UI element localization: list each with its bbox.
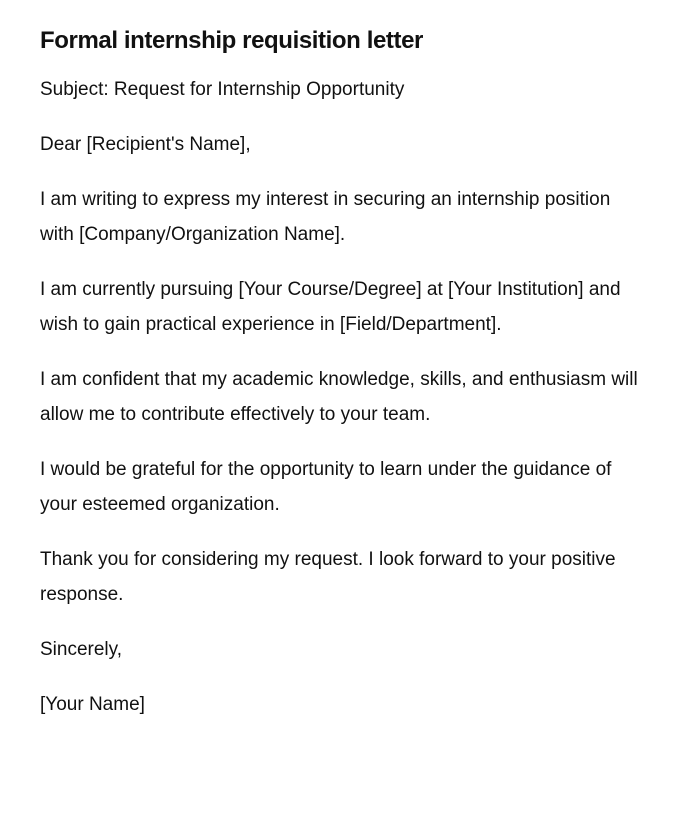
letter-paragraph-1: I am writing to express my interest in securing an internship position with [Company/Organization Name]. [40, 189, 611, 245]
letter-paragraph-4: I would be grateful for the opportunity to learn under the guidance of your esteemed organization. [40, 459, 612, 515]
letter-subject: Subject: Request for Internship Opportunity [40, 79, 405, 100]
letter-paragraph-2: I am currently pursuing [Your Course/Degree] at [Your Institution] and wish to gain practical experience in [Field/Department]. [40, 279, 621, 335]
letter-paragraph-5: Thank you for considering my request. I look forward to your positive response. [40, 549, 616, 605]
letter-signature: [Your Name] [40, 694, 145, 715]
letter-closing: Sincerely, [40, 639, 123, 660]
page-title: Formal internship requisition letter [40, 27, 423, 54]
letter-salutation: Dear [Recipient's Name], [40, 134, 251, 155]
letter-paragraph-3: I am confident that my academic knowledge, skills, and enthusiasm will allow me to contribute effectively to your team. [40, 369, 638, 425]
